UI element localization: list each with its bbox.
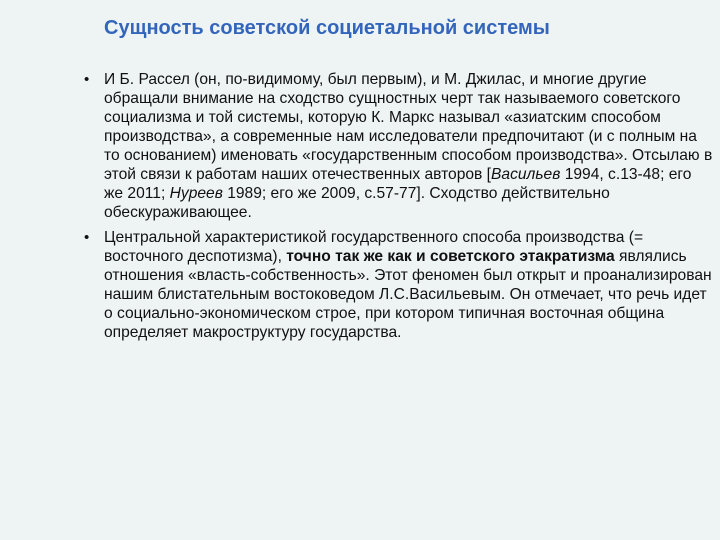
slide-title: Сущность советской социетальной системы <box>104 17 550 39</box>
author-name-italic: Нуреев <box>169 185 223 202</box>
text-segment: 1989; его же 2009, с.57-77]. Сходство действительно обескураживающее. <box>104 185 610 221</box>
bullet-text <box>104 228 714 342</box>
bullet-item <box>84 70 714 222</box>
text-segment: И Б. Рассел (он, по-видимому, был первым), и М. Джилас, и многие другие обращали внимание на сходство сущностных черт так называемого советского социализма и той системы, которую К. Маркс называл «азиатским способом производства», а современные нам исследователи предпочитают (и с полным на то основанием) именовать «государственным способом производства». Отсылаю в этой связи к работам наших отечественных авторов [ <box>104 71 713 183</box>
text-segment: Центральной характеристикой государственного способа производства (= восточного деспотизма), <box>104 229 644 265</box>
bullet-text <box>104 70 714 222</box>
bullet-item <box>84 228 714 342</box>
bullet-list <box>84 70 714 348</box>
bullet-dot: • <box>84 229 90 246</box>
author-name-italic: Васильев <box>491 166 561 183</box>
text-segment: являлись отношения «власть-собственность». Этот феномен был открыт и проанализирован нашим блистательным востоковедом Л.С.Васильевым. Он отмечает, что речь идет о социально-экономическом строе, при котором типичная восточная община определяет макроструктуру государства. <box>104 248 712 341</box>
bullet-dot: • <box>84 71 90 88</box>
text-segment: 1994, с.13-48; его же 2011; <box>104 166 692 202</box>
emphasis-bold: точно так же как и советского этакратизма <box>286 248 615 265</box>
